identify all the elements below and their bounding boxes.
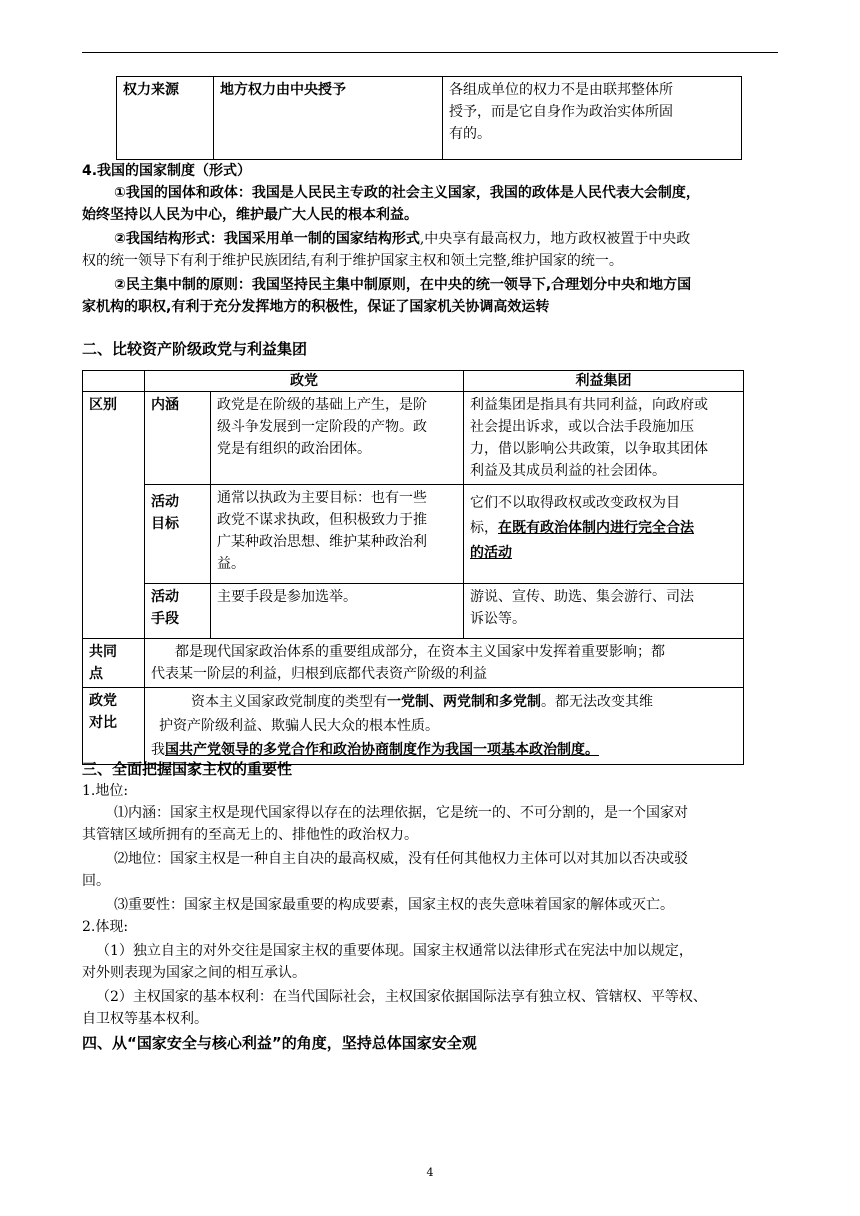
text-line: 点 xyxy=(89,666,103,682)
text-run: ,中央享有最高权力，地方政权被置于中央政 xyxy=(419,231,691,247)
text-line: 都是现代国家政治体系的重要组成部分，在资本主义国家中发挥着重要影响；都 xyxy=(175,644,665,660)
text-run: 一党制、两党制和多党制 xyxy=(387,694,541,710)
paragraph-line: 其管辖区域所拥有的至高无上的、排他性的政治权力。 xyxy=(82,827,418,843)
paragraph-line: 权的统一领导下有利于维护民族团结,有利于维护国家主权和领土完整,维护国家的统一。 xyxy=(82,253,623,269)
text-line: 政党 xyxy=(89,693,117,709)
text-line: 护资产阶级利益、欺骗人民大众的根本性质。 xyxy=(159,718,439,734)
header-rule xyxy=(82,52,778,53)
text-line: 对比 xyxy=(89,715,117,731)
paragraph-line: 自卫权等基本权利。 xyxy=(82,1011,208,1027)
text-line: 广某种政治思想、维护某种政治利 xyxy=(217,534,427,550)
top-table-c2: 地方权力由中央授予 xyxy=(214,77,443,160)
text-line: 政党是在阶级的基础上产生，是阶 xyxy=(217,397,427,413)
row-label xyxy=(145,584,211,639)
top-table-c3 xyxy=(443,77,742,160)
text-line: 授予，而是它自身作为政治实体所固 xyxy=(449,104,673,120)
text-line: 通常以执政为主要目标：也有一些 xyxy=(217,490,427,506)
paragraph-line: 家机构的职权,有利于充分发挥地方的积极性，保证了国家机关协调高效运转 xyxy=(82,299,550,315)
paragraph-line: ⑴内涵：国家主权是现代国家得以存在的法理依据，它是统一的、不可分割的，是一个国家对 xyxy=(114,805,688,821)
table-corner xyxy=(83,371,145,392)
paragraph-line: （1）独立自主的对外交往是国家主权的重要体现。国家主权通常以法律形式在宪法中加以规定， xyxy=(96,943,693,959)
text-line: 它们不以取得政权或改变政权为目 xyxy=(470,495,680,511)
text-line: 各组成单位的权力不是由联邦整体所 xyxy=(449,82,673,98)
group-cell xyxy=(464,392,744,485)
comparison-table xyxy=(82,370,744,765)
paragraph-line: 回。 xyxy=(82,873,110,889)
text-run: 资本主义国家政党制度的类型有 xyxy=(191,694,387,710)
party-cell xyxy=(211,485,464,584)
text-line: 利益集团是指具有共同利益，向政府或 xyxy=(470,397,708,413)
paragraph-line: 始终坚持以人民为中心，维护最广大人民的根本利益。 xyxy=(82,207,418,223)
text-line: 诉讼等。 xyxy=(470,611,526,627)
paragraph-line: ①我国的国体和政体：我国是人民民主专政的社会主义国家，我国的政体是人民代表大会制度， xyxy=(114,185,700,201)
text-line: 社会提出诉求，或以合法手段施加压 xyxy=(470,419,694,435)
section-heading: 二、比较资产阶级政党与利益集团 xyxy=(82,340,308,358)
text-line: 共同 xyxy=(89,644,117,660)
header-group: 利益集团 xyxy=(464,371,744,392)
text-line xyxy=(151,690,737,714)
text-line: 力，借以影响公共政策，以争取其团体 xyxy=(470,441,708,457)
party-cell xyxy=(211,392,464,485)
diff-label: 区别 xyxy=(83,392,145,639)
common-label xyxy=(83,639,145,688)
section-heading: 四、从“国家安全与核心利益”的角度，坚持总体国家安全观 xyxy=(82,1034,477,1052)
paragraph-line xyxy=(114,228,690,250)
subheading: 2.体现: xyxy=(82,919,129,935)
text-run: 在既有政治体制内进行完全合法 xyxy=(498,520,694,536)
common-cell xyxy=(145,639,744,688)
paragraph-line: ⑶重要性：国家主权是国家最重要的构成要素，国家主权的丧失意味着国家的解体或灭亡。 xyxy=(114,897,674,913)
text-line: 活动 xyxy=(151,589,179,605)
text-run: 我 xyxy=(151,742,165,758)
text-line: 的活动 xyxy=(470,545,512,561)
top-table-c1: 权力来源 xyxy=(117,77,214,160)
group-cell xyxy=(464,485,744,584)
section-heading: 三、全面把握国家主权的重要性 xyxy=(82,760,293,778)
top-table xyxy=(116,76,742,160)
row-label xyxy=(145,485,211,584)
text-line: 利益及其成员利益的社会团体。 xyxy=(470,463,666,479)
text-run: 标， xyxy=(470,520,498,536)
header-party: 政党 xyxy=(145,371,464,392)
text-line: 游说、宣传、助选、集会游行、司法 xyxy=(470,589,694,605)
text-line xyxy=(470,516,737,541)
text-line: 手段 xyxy=(151,611,179,627)
text-run: ②我国结构形式：我国采用 xyxy=(114,231,280,247)
paragraph-line: ②民主集中制的原则：我国坚持民主集中制原则，在中央的统一领导下,合理划分中央和地方国 xyxy=(114,277,692,293)
paragraph-line: ⑵地位：国家主权是一种自主自决的最高权威，没有任何其他权力主体可以对其加以否决或驳 xyxy=(114,851,688,867)
text-run: 国共产党领导的多党合作和政治协商制度作为我国一项基本政治制度。 xyxy=(165,742,599,758)
text-line: 政党不谋求执政，但积极致力于推 xyxy=(217,512,427,528)
text-line: 有的。 xyxy=(449,126,491,142)
paragraph-line: 对外则表现为国家之间的相互承认。 xyxy=(82,965,306,981)
text-line: 益。 xyxy=(217,556,245,572)
page-number: 4 xyxy=(426,1166,434,1179)
section-title: 4.我国的国家制度（形式） xyxy=(82,163,252,179)
paragraph-line: （2）主权国家的基本权利：在当代国际社会，主权国家依据国际法享有独立权、管辖权、平等权、 xyxy=(96,989,707,1005)
party-cell: 主要手段是参加选举。 xyxy=(211,584,464,639)
text-line: 党是有组织的政治团体。 xyxy=(217,441,371,457)
text-run: 单一制的国家结构形式 xyxy=(279,231,420,247)
text-line: 代表某一阶层的利益，归根到底都代表资产阶级的利益 xyxy=(151,666,487,682)
text-run: 。都无法改变其维 xyxy=(541,694,653,710)
compare-label xyxy=(83,688,145,765)
text-line: 目标 xyxy=(151,516,179,532)
compare-cell xyxy=(145,688,744,765)
row-label: 内涵 xyxy=(145,392,211,485)
group-cell xyxy=(464,584,744,639)
text-line: 级斗争发展到一定阶段的产物。政 xyxy=(217,419,427,435)
subheading: 1.地位: xyxy=(82,783,129,799)
text-line: 活动 xyxy=(151,494,179,510)
